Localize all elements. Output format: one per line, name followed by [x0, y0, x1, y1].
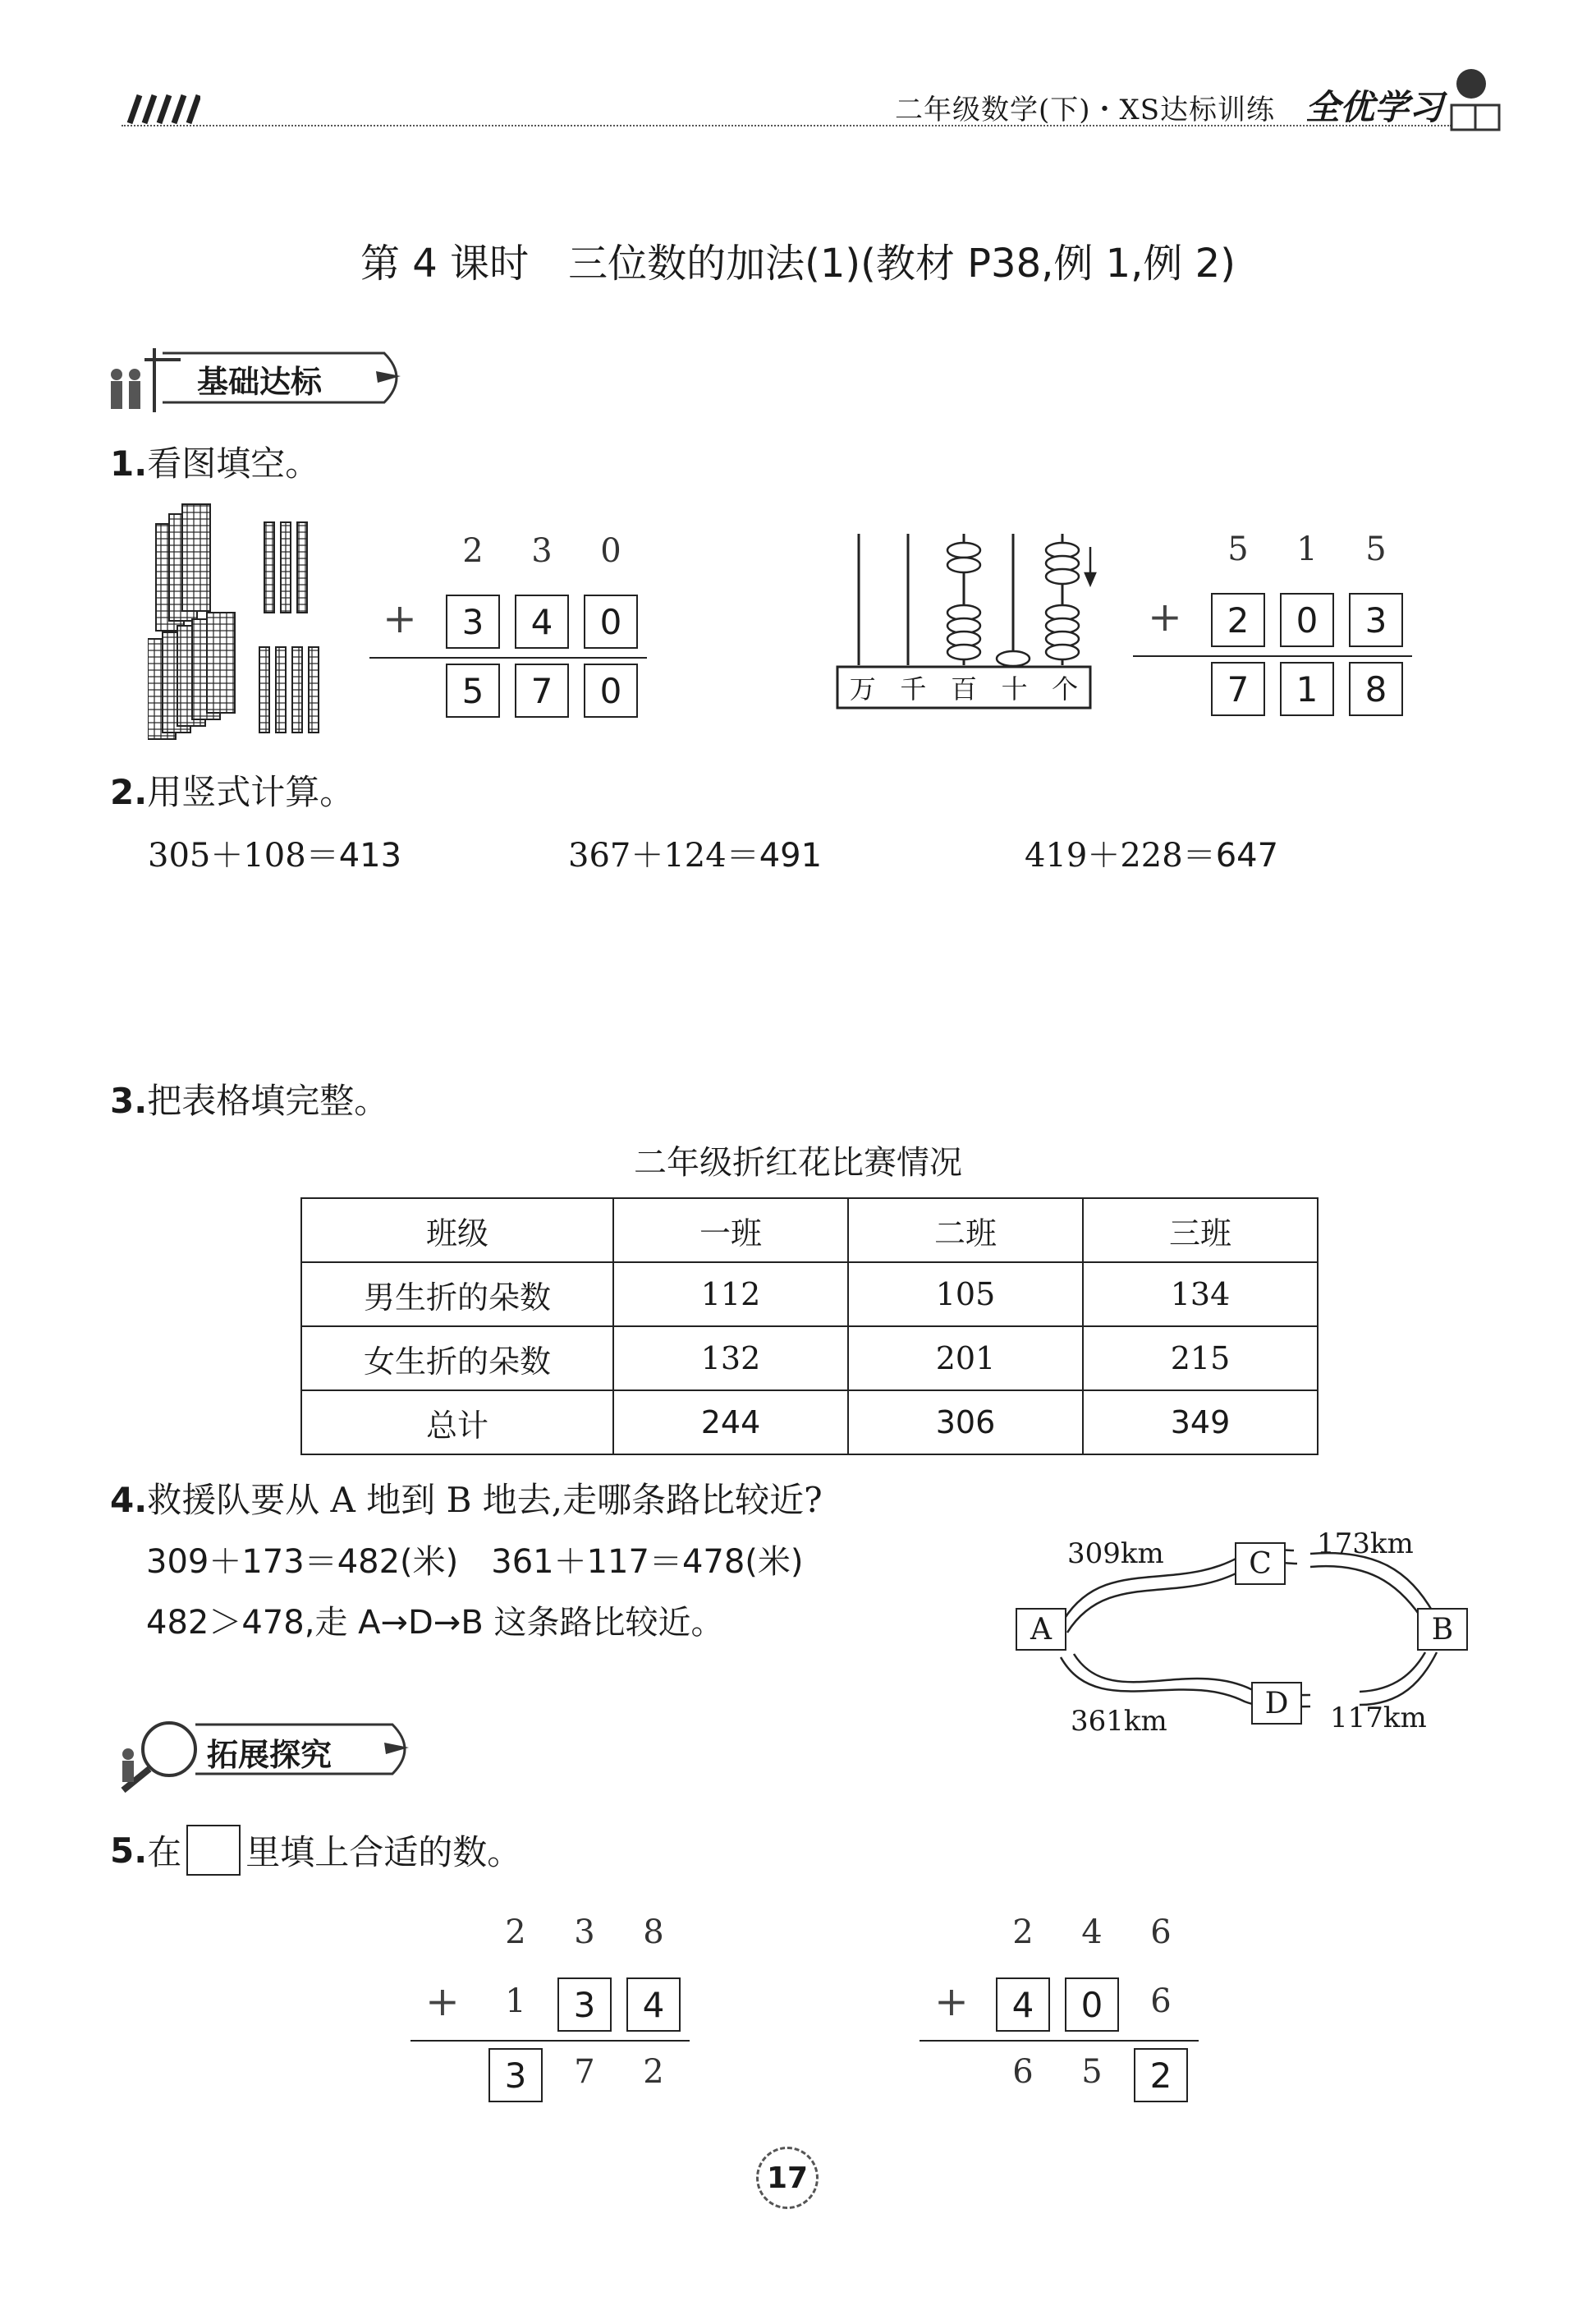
q5-left-add-box[interactable]: 4 — [626, 1977, 681, 2032]
table-cell: 215 — [1083, 1326, 1318, 1390]
table-cell: 112 — [613, 1262, 848, 1326]
section-basic-title: 基础达标 — [197, 364, 323, 400]
table-header-cell: 班级 — [301, 1198, 613, 1262]
q1-right-add-box[interactable]: 0 — [1280, 593, 1334, 647]
q2-answer[interactable]: 647 — [1215, 837, 1279, 875]
table-header-row — [301, 1198, 1318, 1262]
q1-right-sum-box[interactable]: 7 — [1211, 662, 1265, 716]
q1-right-top-digit: 5 — [1227, 531, 1249, 568]
q5-left-add-digit: 1 — [505, 1982, 526, 2020]
q1-left-plus-sign: + — [383, 595, 417, 642]
q5-right-sum-line — [920, 2040, 1199, 2042]
q1-right-add-box[interactable]: 2 — [1211, 593, 1265, 647]
header-stripes-icon — [122, 92, 200, 128]
q5-left-top-digit: 3 — [574, 1913, 595, 1951]
q5-right-sum-digit: 6 — [1012, 2053, 1034, 2091]
q3-label: 3. — [110, 1081, 148, 1121]
q2-expression: 305＋108＝ — [148, 837, 339, 875]
q5-left-top-digit: 8 — [643, 1913, 664, 1951]
table-header-cell: 一班 — [613, 1198, 848, 1262]
q4-text: 救援队要从 A 地到 B 地去,走哪条路比较近? — [147, 1480, 823, 1520]
q5-left-plus-sign: + — [425, 1977, 460, 2025]
hundreds-flats-bottom — [148, 613, 235, 739]
q2-prompt — [110, 765, 354, 815]
table-header-cell: 二班 — [848, 1198, 1083, 1262]
q3-table-caption: 二年级折红花比赛情况 — [634, 1144, 962, 1182]
route-distance-ac: 309km — [1067, 1537, 1164, 1570]
q1-left-sum-box[interactable]: 7 — [515, 664, 569, 718]
q2-text: 用竖式计算。 — [147, 772, 355, 812]
table-row — [301, 1262, 1318, 1326]
q1-left-add-box[interactable]: 0 — [584, 595, 638, 649]
q5-right-plus-sign: + — [934, 1977, 969, 2025]
q3-text: 把表格填完整。 — [147, 1081, 389, 1121]
base-ten-blocks-picture — [148, 499, 345, 749]
q5-right-sum-box[interactable]: 2 — [1134, 2048, 1188, 2102]
tens-rods-top — [264, 522, 307, 613]
q5-left-add-box[interactable]: 3 — [557, 1977, 612, 2032]
q1-left-add-box[interactable]: 3 — [446, 595, 500, 649]
q4-prompt — [110, 1473, 823, 1523]
table-total-cell[interactable]: 306 — [848, 1390, 1083, 1454]
q1-left-top-digit: 0 — [600, 532, 621, 570]
q2-expression: 367＋124＝ — [568, 837, 759, 875]
header-brand-logo: 全优学习 — [1305, 87, 1444, 127]
abacus-label: 万 — [849, 673, 876, 705]
q2-answer[interactable]: 413 — [338, 837, 402, 875]
table-total-cell[interactable]: 349 — [1083, 1390, 1318, 1454]
q1-right-sum-box[interactable]: 8 — [1349, 662, 1403, 716]
q5-right-add-box[interactable]: 0 — [1065, 1977, 1119, 2032]
q5-left-sum-line — [410, 2040, 690, 2042]
route-node-a: A — [1016, 1608, 1066, 1651]
q1-right-add-box[interactable]: 3 — [1349, 593, 1403, 647]
table-row — [301, 1326, 1318, 1390]
table-row-label: 总计 — [301, 1390, 613, 1454]
q1-right-plus-sign: + — [1148, 593, 1182, 641]
q1-prompt — [110, 437, 319, 486]
section-extend-title: 拓展探究 — [207, 1737, 332, 1773]
q5-example-box — [186, 1825, 241, 1876]
abacus-label: 百 — [950, 673, 977, 705]
abacus-label: 个 — [1052, 673, 1079, 705]
q1-left-sum-box[interactable]: 5 — [446, 664, 500, 718]
hundreds-flats-top — [156, 504, 210, 631]
route-distance-cb: 173km — [1317, 1527, 1414, 1560]
route-node-d: D — [1251, 1682, 1302, 1725]
q1-right-sum-line — [1133, 655, 1412, 657]
q1-right-sum-box[interactable]: 1 — [1280, 662, 1334, 716]
q2-expression: 419＋228＝ — [1025, 837, 1216, 875]
q5-right-sum-digit: 5 — [1081, 2053, 1103, 2091]
q2-label: 2. — [110, 772, 148, 812]
q5-text-before: 在 — [147, 1832, 182, 1872]
q5-label: 5. — [110, 1830, 148, 1871]
q4-label: 4. — [110, 1480, 148, 1520]
table-row — [301, 1390, 1318, 1454]
abacus-label: 十 — [1001, 673, 1028, 705]
q1-right-top-digit: 1 — [1296, 531, 1318, 568]
q5-right-top-digit: 2 — [1012, 1913, 1034, 1951]
q5-left-sum-digit: 2 — [643, 2053, 664, 2091]
route-distance-ad: 361km — [1071, 1705, 1167, 1738]
q3-table-wrapper — [300, 1197, 1319, 1455]
q5-left-sum-digit: 7 — [574, 2053, 595, 2091]
table-cell: 105 — [848, 1262, 1083, 1326]
q1-right-top-digit: 5 — [1365, 531, 1387, 568]
q2-answer[interactable]: 491 — [759, 837, 823, 875]
table-cell: 132 — [613, 1326, 848, 1390]
q2-equation-2 — [568, 829, 822, 876]
q4-answer-line-2[interactable]: 482＞478,走 A→D→B 这条路比较近。 — [146, 1604, 724, 1642]
header-text: 二年级数学(下)・XS达标训练 — [895, 94, 1276, 126]
route-node-c: C — [1235, 1542, 1286, 1585]
table-cell: 134 — [1083, 1262, 1318, 1326]
abacus-place-labels — [837, 667, 1090, 708]
abacus-label: 千 — [900, 673, 927, 705]
q1-left-sum-box[interactable]: 0 — [584, 664, 638, 718]
q5-left-sum-box[interactable]: 3 — [488, 2048, 543, 2102]
table-row-label: 男生折的朵数 — [301, 1262, 613, 1326]
q5-right-top-digit: 6 — [1150, 1913, 1172, 1951]
q5-text-after: 里填上合适的数。 — [245, 1832, 522, 1872]
q1-label: 1. — [110, 443, 148, 484]
table-total-cell[interactable]: 244 — [613, 1390, 848, 1454]
q5-right-top-digit: 4 — [1081, 1913, 1103, 1951]
q5-prompt — [110, 1825, 521, 1876]
q3-table — [300, 1197, 1319, 1455]
q3-prompt — [110, 1074, 388, 1123]
table-cell: 201 — [848, 1326, 1083, 1390]
q2-equation-1 — [148, 829, 401, 876]
q1-left-sum-line — [369, 657, 647, 659]
q1-left-top-digit: 2 — [462, 532, 484, 570]
q5-right-add-box[interactable]: 4 — [996, 1977, 1050, 2032]
table-header-cell: 三班 — [1083, 1198, 1318, 1262]
table-row-label: 女生折的朵数 — [301, 1326, 613, 1390]
tens-rods-bottom — [259, 647, 319, 733]
q1-text: 看图填空。 — [147, 443, 320, 484]
abacus-arrow-icon — [1085, 547, 1095, 585]
lesson-title: 第 4 课时 三位数的加法(1)(教材 P38,例 1,例 2) — [360, 241, 1236, 287]
q1-left-top-digit: 3 — [531, 532, 553, 570]
q5-left-top-digit: 2 — [505, 1913, 526, 1951]
reading-child-icon — [1447, 64, 1504, 141]
route-node-b: B — [1417, 1608, 1468, 1651]
page-number: 17 — [756, 2147, 819, 2209]
route-distance-db: 117km — [1330, 1702, 1427, 1734]
q2-equation-3 — [1025, 829, 1278, 876]
q5-right-add-digit: 6 — [1150, 1982, 1172, 2020]
q1-left-add-box[interactable]: 4 — [515, 595, 569, 649]
q4-answer-line-1[interactable]: 309＋173＝482(米) 361＋117＝478(米) — [146, 1543, 804, 1581]
